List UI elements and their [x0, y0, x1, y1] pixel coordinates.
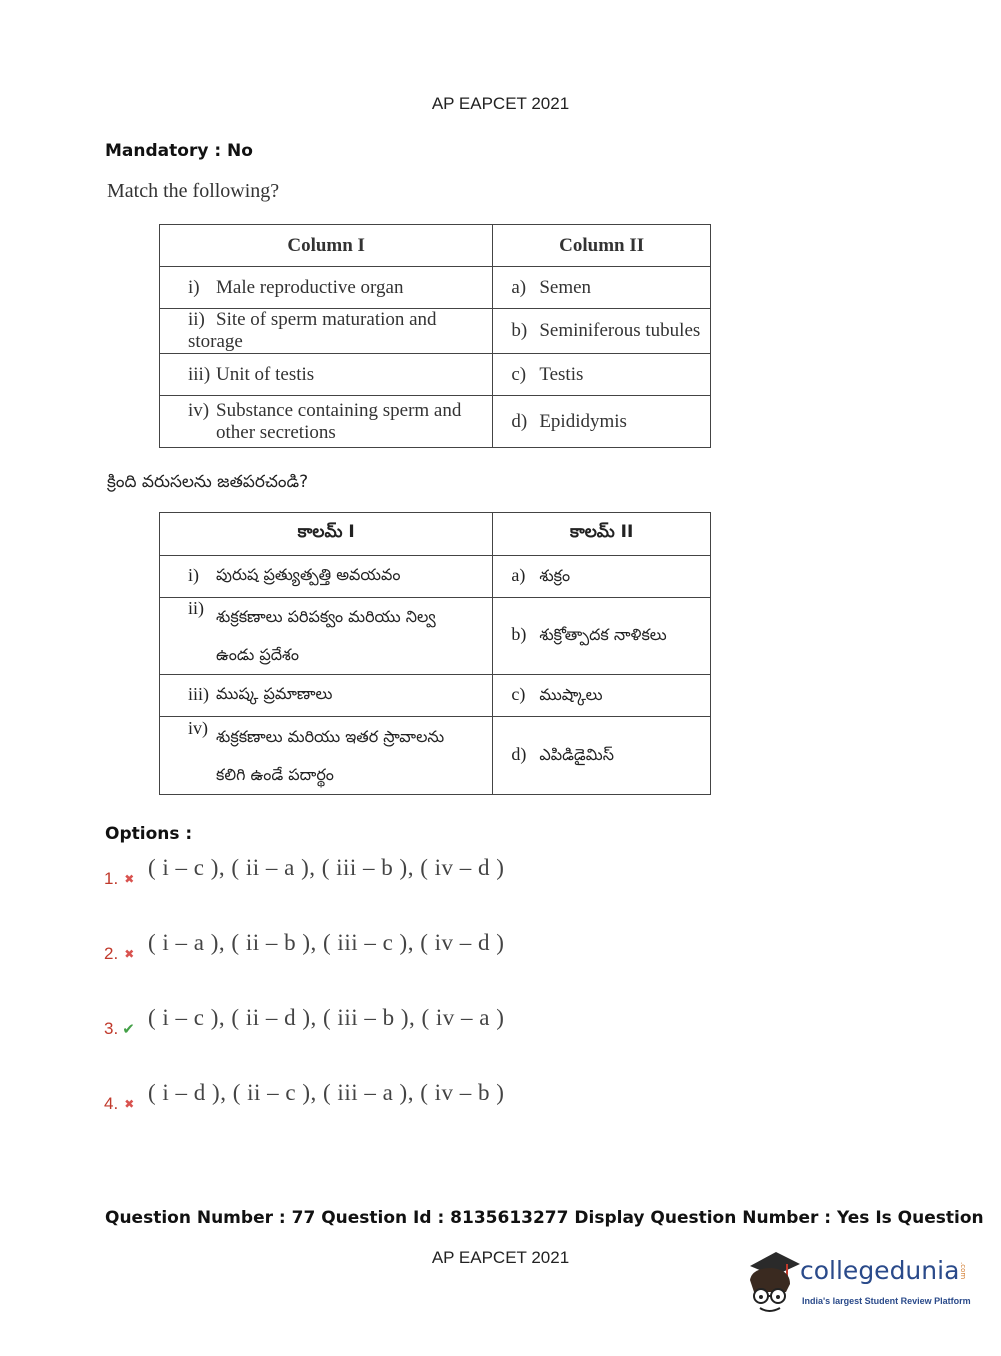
- question-number-line: Question Number : 77 Question Id : 8135613277 Display Question Number : Yes Is Question: [105, 1208, 984, 1228]
- collegedunia-logo[interactable]: [742, 1248, 972, 1318]
- table-row: [160, 675, 711, 717]
- question-prompt-en: Match the following?: [107, 180, 280, 202]
- option-text: ( i – a ), ( ii – b ), ( iii – c ), ( iv – d ): [148, 930, 505, 955]
- wrong-icon: ✖: [124, 1097, 135, 1111]
- row-number: iii): [188, 684, 209, 704]
- row-text: ముష్కాలు: [539, 684, 603, 704]
- option-1[interactable]: [104, 855, 505, 889]
- row-text: పురుష ప్రత్యుత్పత్తి అవయవం: [216, 565, 401, 584]
- col1-header-en: Column I: [160, 225, 493, 267]
- row-text: Site of sperm maturation and storage: [188, 309, 437, 352]
- row-letter: d): [511, 743, 527, 764]
- page-footer-title: AP EAPCET 2021: [431, 1248, 570, 1267]
- question-prompt-te: క్రింది వరుసలను జతపరచండి?: [107, 472, 309, 492]
- row-letter: c): [511, 683, 526, 704]
- col2-header-te: కాలమ్ II: [493, 513, 711, 556]
- table-row: [160, 396, 711, 448]
- row-number: ii): [188, 309, 205, 330]
- row-text: Unit of testis: [216, 363, 315, 385]
- page-header-title: AP EAPCET 2021: [431, 94, 570, 113]
- row-number: iv): [188, 717, 208, 738]
- option-number: 3.: [104, 1019, 119, 1038]
- option-number: 1.: [104, 869, 119, 888]
- options-label: Options :: [105, 824, 193, 844]
- row-letter: b): [511, 624, 527, 644]
- option-text: ( i – c ), ( ii – d ), ( iii – b ), ( iv – a ): [148, 1005, 505, 1030]
- row-number: ii): [188, 598, 204, 618]
- logo-wordmark: collegedunia: [800, 1256, 960, 1285]
- row-letter: b): [511, 320, 528, 341]
- row-text: Semen: [539, 276, 592, 298]
- table-row: [160, 556, 711, 598]
- row-letter: a): [511, 276, 527, 298]
- row-number: i): [188, 565, 199, 585]
- row-text: శుక్రం: [539, 565, 571, 585]
- row-text: Substance containing sperm and: [216, 399, 462, 421]
- row-text: Testis: [539, 363, 584, 385]
- logo-tagline: India's largest Student Review Platform: [802, 1296, 971, 1306]
- option-4[interactable]: [104, 1080, 505, 1114]
- table-row: [160, 267, 711, 309]
- mandatory-label: Mandatory : No: [105, 141, 253, 161]
- row-number: i): [188, 276, 200, 298]
- option-number: 4.: [104, 1094, 119, 1113]
- row-number: iii): [188, 363, 211, 385]
- row-text: శుక్రకణాలు మరియు ఇతర స్రావాలను: [216, 726, 445, 746]
- logo-suffix: .com: [959, 1262, 967, 1280]
- match-table-te: [159, 512, 711, 795]
- row-text-cont: other secretions: [216, 421, 336, 443]
- row-text: శుక్రోత్పాదక నాళికలు: [539, 625, 667, 644]
- option-text: ( i – c ), ( ii – a ), ( iii – b ), ( iv – d ): [148, 855, 505, 880]
- row-text: Epididymis: [539, 410, 627, 432]
- row-text: ముష్క ప్రమాణాలు: [216, 684, 333, 703]
- row-text: Seminiferous tubules: [539, 320, 701, 341]
- row-text: శుక్రకణాలు పరిపక్వం మరియు నిల్వ: [216, 607, 436, 626]
- row-letter: a): [511, 564, 526, 585]
- row-text-cont: కలిగి ఉండే పదార్థం: [216, 764, 334, 784]
- col1-header-te: కాలమ్ I: [160, 513, 493, 556]
- table-row: [160, 598, 711, 675]
- row-number: iv): [188, 399, 210, 421]
- option-text: ( i – d ), ( ii – c ), ( iii – a ), ( iv – b ): [148, 1080, 505, 1105]
- row-letter: d): [511, 410, 528, 432]
- table-row: [160, 354, 711, 396]
- option-number: 2.: [104, 944, 119, 963]
- table-row: [160, 309, 711, 354]
- row-text: ఎపిడిడైమిస్: [539, 744, 614, 764]
- mascot-icon: [742, 1248, 802, 1318]
- col2-header-en: Column II: [493, 225, 711, 267]
- option-3[interactable]: [104, 1005, 505, 1039]
- match-table-en: [159, 224, 711, 448]
- row-letter: c): [511, 363, 527, 385]
- wrong-icon: ✖: [124, 947, 135, 961]
- table-row: [160, 717, 711, 795]
- correct-check-icon: ✔: [122, 1021, 135, 1038]
- wrong-icon: ✖: [124, 872, 135, 886]
- row-text: Male reproductive organ: [216, 276, 404, 298]
- row-text-cont: ఉండు ప్రదేశం: [216, 645, 299, 664]
- option-2[interactable]: [104, 930, 505, 964]
